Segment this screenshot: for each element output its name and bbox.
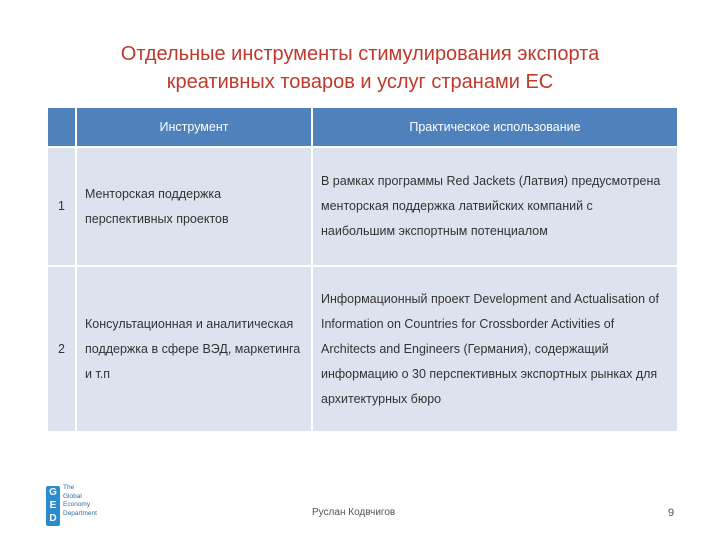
logo-line: Economy	[63, 501, 91, 508]
row-tool: Консультационная и аналитическая поддержка в сфере ВЭД, маркетинга и т.п	[76, 266, 312, 432]
slide-title	[0, 40, 720, 96]
table-row	[48, 147, 678, 266]
ged-logo	[46, 484, 116, 528]
header-num	[48, 108, 76, 147]
header-usage: Практическое использование	[312, 108, 678, 147]
logo-letter-g: G	[49, 487, 57, 498]
logo-letter-e: E	[49, 500, 57, 511]
logo-text	[63, 484, 97, 518]
row-number: 1	[48, 147, 76, 266]
tools-table	[48, 108, 679, 433]
ged-logo-mark	[46, 486, 60, 526]
slide-title-line-2: креативных товаров и услуг странами ЕС	[166, 71, 554, 93]
logo-line: Department	[63, 509, 97, 517]
row-tool: Менторская поддержка перспективных проектов	[76, 147, 312, 266]
header-tool: Инструмент	[76, 108, 312, 147]
row-usage: Информационный проект Development and Actualisation of Information on Countries for Crossborder Activities of Architects and Engineers (Германия), содержащий информацию о 30 перспективных экспортных рынках для архитектурных бюро	[312, 266, 678, 432]
table-row	[48, 266, 678, 432]
logo-line: Global	[63, 492, 82, 500]
table-header-row	[48, 108, 678, 147]
row-usage: В рамках программы Red Jackets (Латвия) предусмотрена менторская поддержка латвийских компаний с наибольшим экспортным потенциалом	[312, 147, 678, 266]
logo-letter-d: D	[49, 513, 57, 524]
slide-title-line-1: Отдельные инструменты стимулирования экспорта	[120, 43, 600, 65]
row-number: 2	[48, 266, 76, 432]
page-number: 9	[668, 507, 675, 519]
footer-author: Руслан Кодвчигов	[312, 507, 396, 518]
logo-line: The	[63, 484, 75, 491]
